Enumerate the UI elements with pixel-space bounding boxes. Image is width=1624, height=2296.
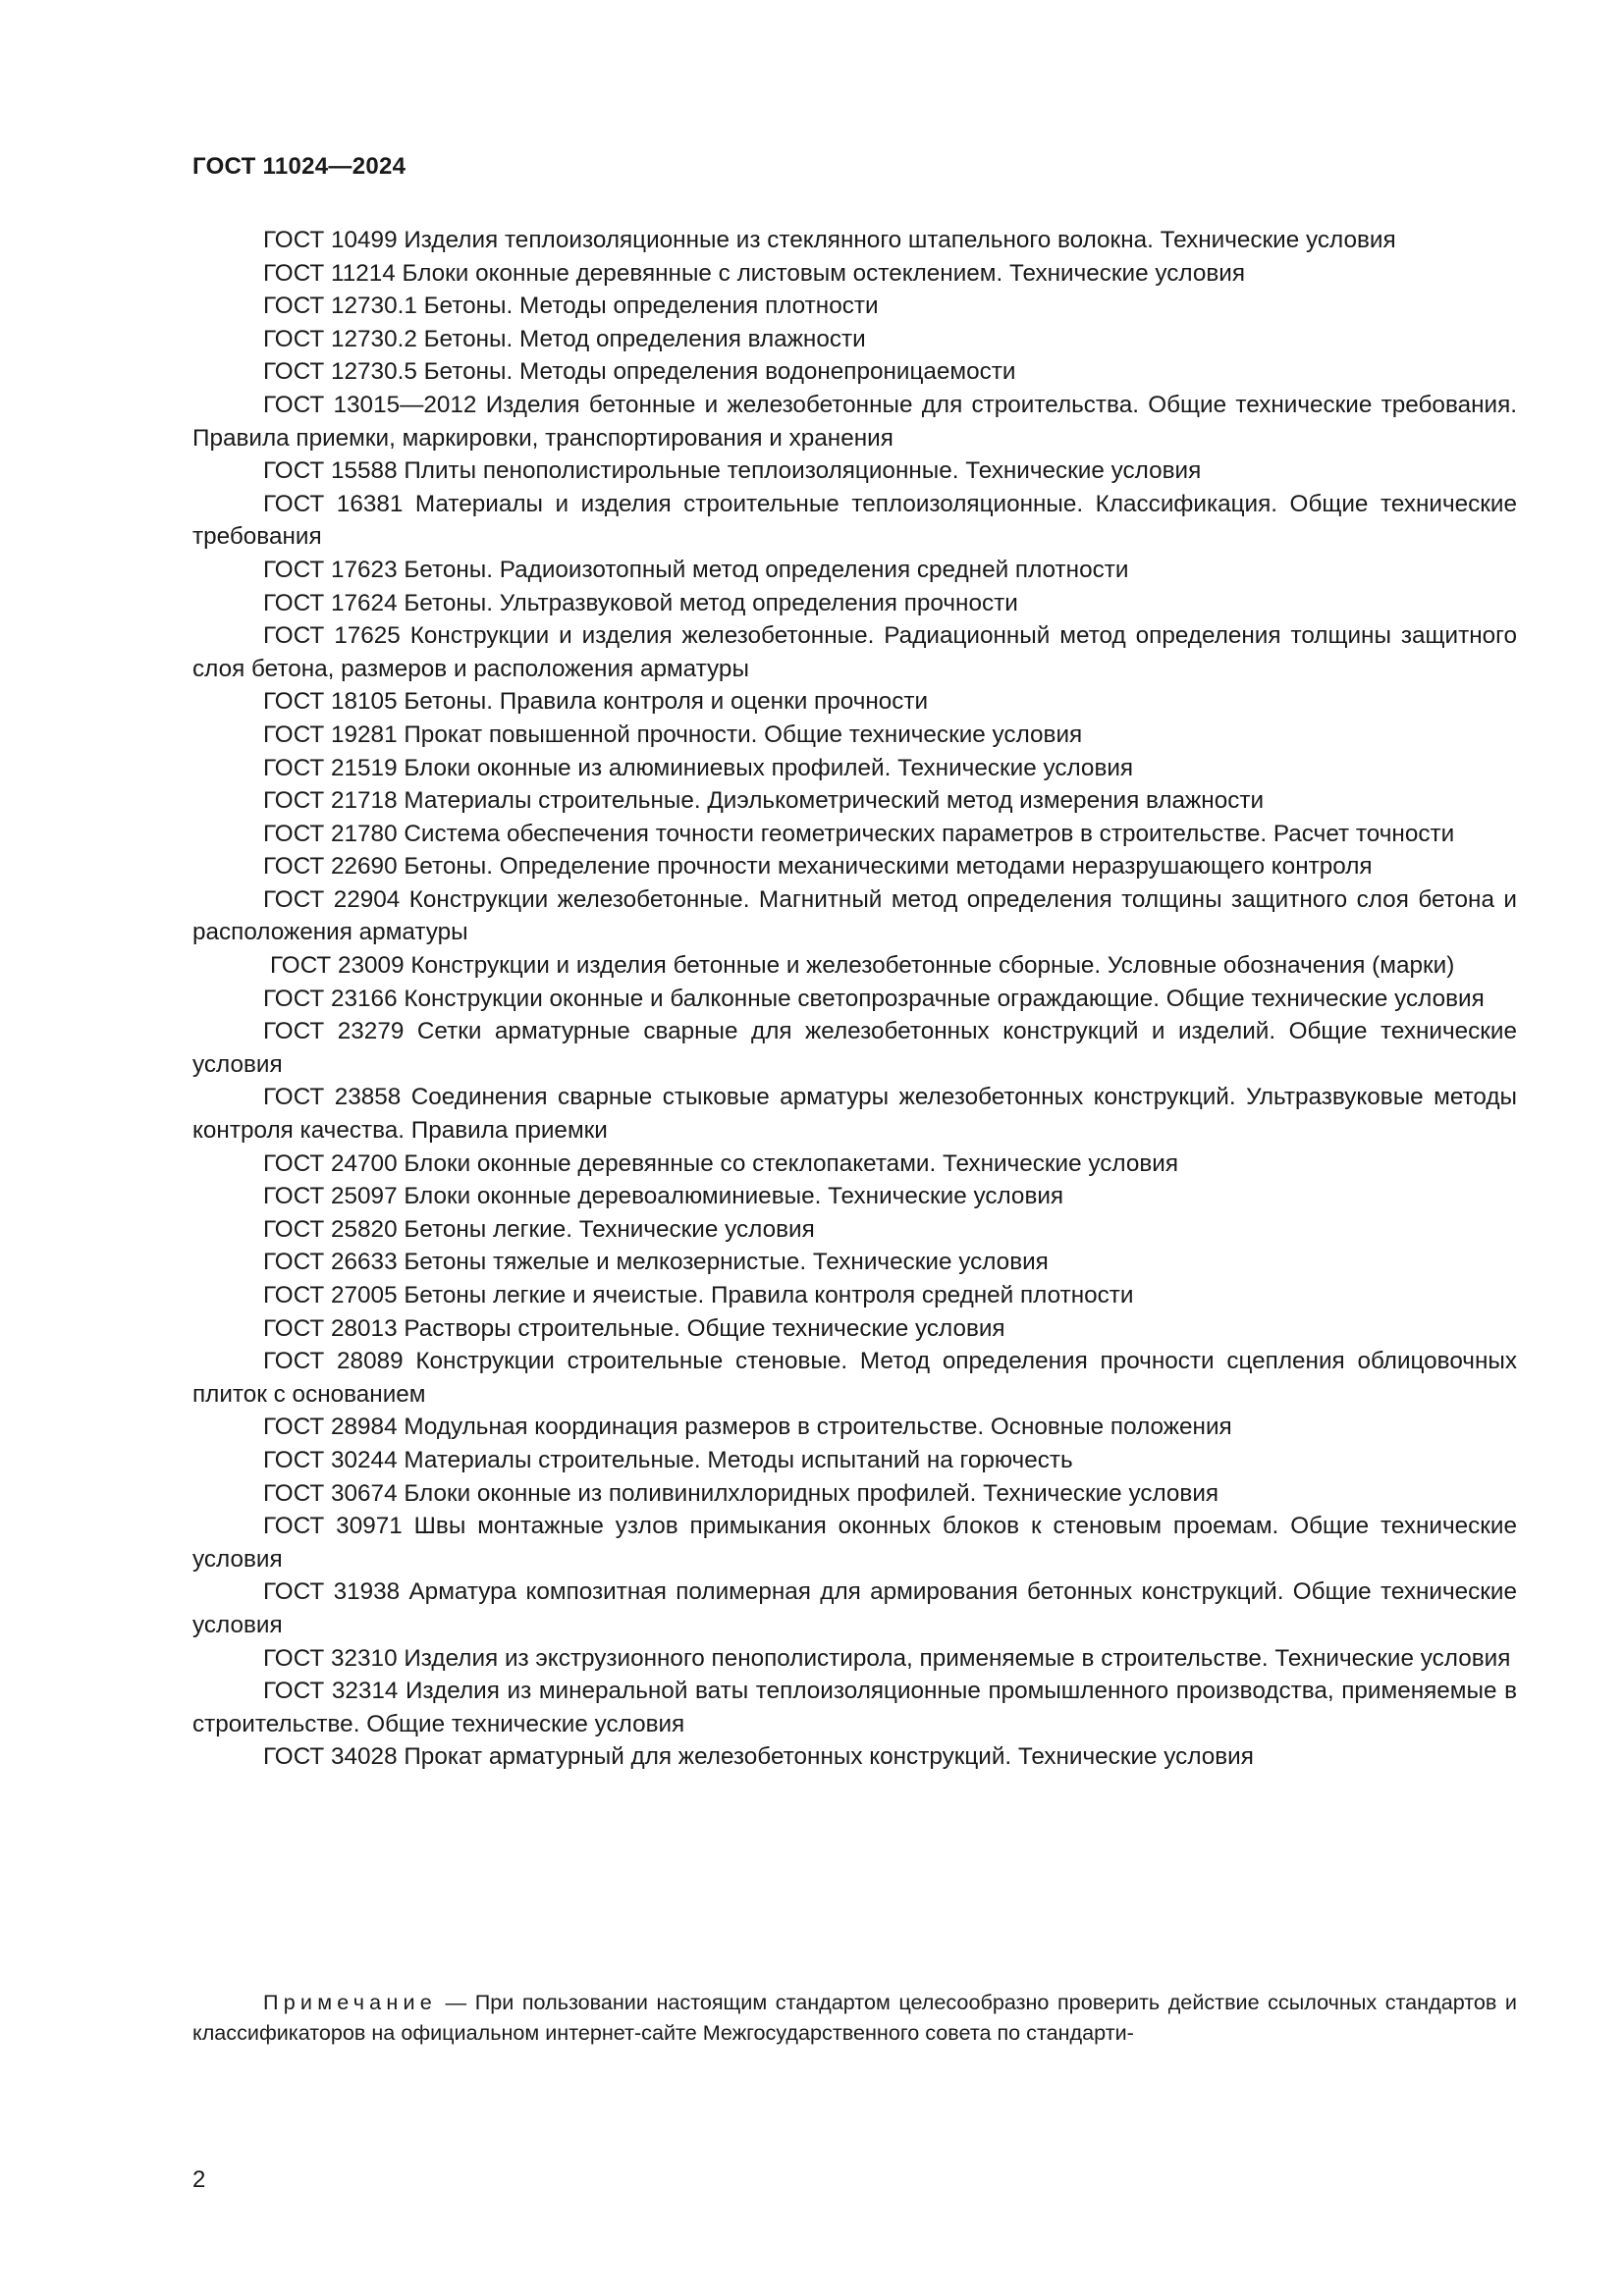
reference-item: ГОСТ 32310 Изделия из экструзионного пенополистирола, применяемые в строительстве. Технические условия xyxy=(263,1644,1511,1672)
reference-item: ГОСТ 21519 Блоки оконные из алюминиевых профилей. Технические условия xyxy=(263,754,1134,781)
reference-item: ГОСТ 25097 Блоки оконные деревоалюминиевые. Технические условия xyxy=(263,1183,1064,1210)
note-label: Примечание xyxy=(263,1990,437,2014)
reference-item: ГОСТ 17624 Бетоны. Ультразвуковой метод определения прочности xyxy=(263,589,1018,616)
reference-item: ГОСТ 22904 Конструкции железобетонные. Магнитный метод определения толщины защитного слоя бетона и расположения арматуры xyxy=(192,885,1517,946)
reference-item: ГОСТ 28013 Растворы строительные. Общие технические условия xyxy=(263,1314,1005,1342)
reference-item: ГОСТ 12730.2 Бетоны. Метод определения влажности xyxy=(263,325,866,352)
reference-item: ГОСТ 12730.1 Бетоны. Методы определения плотности xyxy=(263,293,879,320)
reference-item: ГОСТ 22690 Бетоны. Определение прочности механическими методами неразрушающего контроля xyxy=(263,853,1373,881)
document-header: ГОСТ 11024—2024 xyxy=(192,153,406,180)
reference-item: ГОСТ 17625 Конструкции и изделия железобетонные. Радиационный метод определения толщины защитного слоя бетона, размеров и расположения арматуры xyxy=(192,622,1517,682)
reference-item: ГОСТ 27005 Бетоны легкие и ячеистые. Правила контроля средней плотности xyxy=(263,1282,1134,1308)
reference-item: ГОСТ 23279 Сетки арматурные сварные для железобетонных конструкций и изделий. Общие технические условия xyxy=(192,1018,1517,1078)
reference-item: ГОСТ 25820 Бетоны легкие. Технические условия xyxy=(263,1215,815,1243)
page-number: 2 xyxy=(192,2166,206,2193)
note-text: — При пользовании настоящим стандартом целесообразно проверить действие ссылочных стандартов и классификаторов на официальном интернет-сайте Межгосударственного совета по стандарти- xyxy=(192,1990,1517,2045)
reference-item: ГОСТ 17623 Бетоны. Радиоизотопный метод определения средней плотности xyxy=(263,556,1129,583)
reference-item: ГОСТ 30244 Материалы строительные. Методы испытаний на горючесть xyxy=(263,1446,1073,1473)
reference-item: ГОСТ 24700 Блоки оконные деревянные со стеклопакетами. Технические условия xyxy=(263,1149,1178,1177)
reference-item: ГОСТ 21780 Система обеспечения точности геометрических параметров в строительстве. Расчет точности xyxy=(263,820,1455,847)
reference-item: ГОСТ 28089 Конструкции строительные стеновые. Метод определения прочности сцепления облицовочных плиток с основанием xyxy=(192,1348,1517,1408)
reference-item: ГОСТ 16381 Материалы и изделия строительные теплоизоляционные. Классификация. Общие технические требования xyxy=(192,490,1517,551)
reference-item: ГОСТ 34028 Прокат арматурный для железобетонных конструкций. Технические условия xyxy=(263,1743,1254,1771)
reference-item: ГОСТ 12730.5 Бетоны. Методы определения водонепроницаемости xyxy=(263,358,1016,386)
reference-item: ГОСТ 31938 Арматура композитная полимерная для армирования бетонных конструкций. Общие технические условия xyxy=(192,1578,1517,1638)
reference-item: ГОСТ 23009 Конструкции и изделия бетонные и железобетонные сборные. Условные обозначения (марки) xyxy=(270,952,1455,980)
reference-item: ГОСТ 19281 Прокат повышенной прочности. Общие технические условия xyxy=(263,721,1083,748)
reference-item: ГОСТ 23166 Конструкции оконные и балконные светопрозрачные ограждающие. Общие технические условия xyxy=(263,985,1485,1012)
reference-item: ГОСТ 30674 Блоки оконные из поливинилхлоридных профилей. Технические условия xyxy=(263,1479,1219,1507)
reference-item: ГОСТ 26633 Бетоны тяжелые и мелкозернистые. Технические условия xyxy=(263,1249,1049,1276)
reference-item: ГОСТ 21718 Материалы строительные. Диэлькометрический метод измерения влажности xyxy=(263,787,1265,815)
reference-item: ГОСТ 13015—2012 Изделия бетонные и железобетонные для строительства. Общие технические требования. Правила приемки, маркировки, транспортирования и хранения xyxy=(192,391,1517,452)
note-paragraph xyxy=(192,1988,1517,2048)
reference-item: ГОСТ 32314 Изделия из минеральной ваты теплоизоляционные промышленного производства, применяемые в строительстве. Общие технические условия xyxy=(192,1678,1517,1737)
reference-item: ГОСТ 11214 Блоки оконные деревянные с листовым остеклением. Технические условия xyxy=(263,259,1246,287)
normative-references-list xyxy=(192,224,1517,1774)
reference-item: ГОСТ 15588 Плиты пенополистирольные теплоизоляционные. Технические условия xyxy=(263,457,1202,485)
reference-item: ГОСТ 10499 Изделия теплоизоляционные из стеклянного штапельного волокна. Технические условия xyxy=(263,227,1396,253)
reference-item: ГОСТ 18105 Бетоны. Правила контроля и оценки прочности xyxy=(263,688,929,716)
reference-item: ГОСТ 23858 Соединения сварные стыковые арматуры железобетонных конструкций. Ультразвуковые методы контроля качества. Правила приемки xyxy=(192,1084,1517,1145)
reference-item: ГОСТ 30971 Швы монтажные узлов примыкания оконных блоков к стеновым проемам. Общие технические условия xyxy=(192,1513,1517,1573)
reference-item: ГОСТ 28984 Модульная координация размеров в строительстве. Основные положения xyxy=(263,1414,1232,1441)
